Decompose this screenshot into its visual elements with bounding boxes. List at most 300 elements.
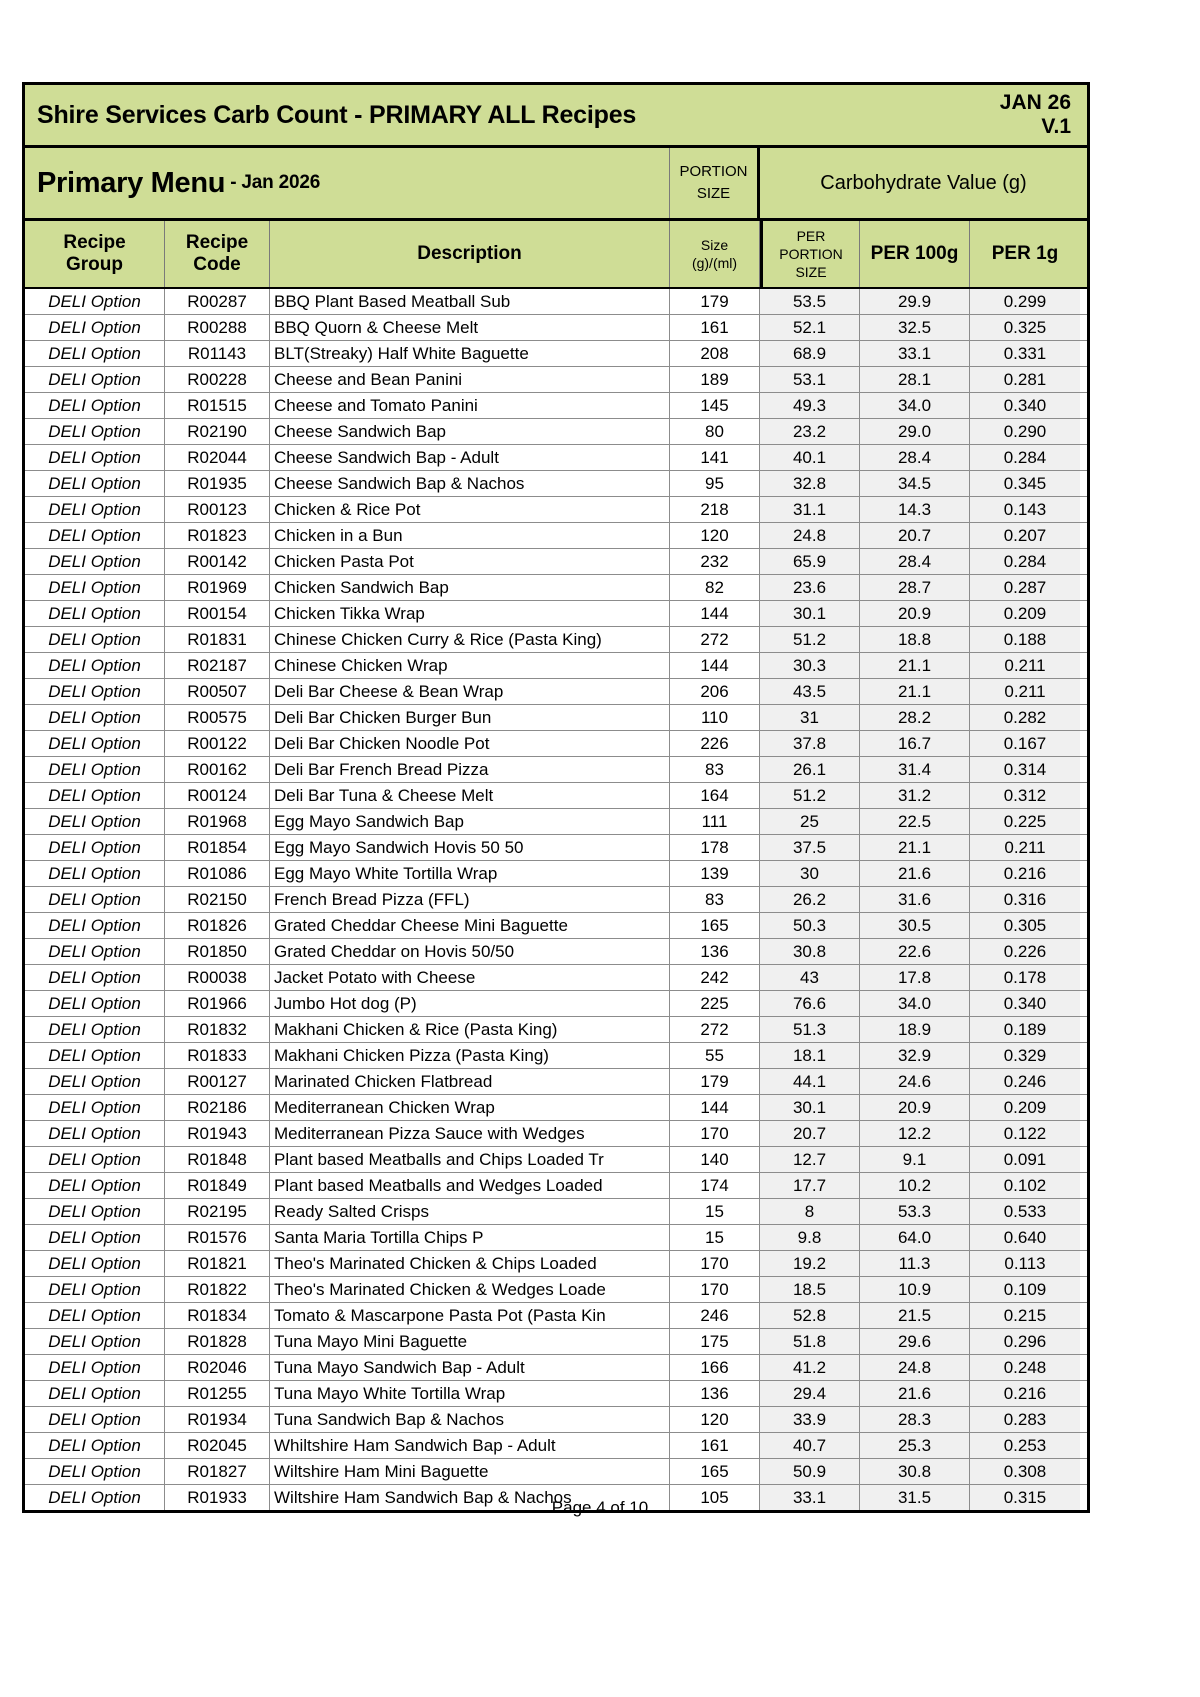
cell-size: 165 [670,1459,760,1484]
table-row [25,965,1087,991]
cell-per-100g: 21.1 [860,679,970,704]
description-text: Tomato & Mascarpone Pasta Pot (Pasta Kin [274,1305,606,1325]
cell-per-100g: 16.7 [860,731,970,756]
cell-recipe-code: R02190 [165,419,270,444]
cell-per-portion-size: 23.2 [760,419,860,444]
description-text: Whiltshire Ham Sandwich Bap - Adult [274,1435,556,1455]
cell-per-1g: 0.215 [970,1303,1080,1328]
cell-recipe-group: DELI Option [25,523,165,548]
table-row [25,315,1087,341]
cell-recipe-group: DELI Option [25,939,165,964]
description-text: Wiltshire Ham Sandwich Bap & Nachos [274,1487,572,1507]
cell-recipe-code: R01969 [165,575,270,600]
description-text: Chicken Sandwich Bap [274,577,449,597]
cell-per-portion-size: 12.7 [760,1147,860,1172]
cell-per-portion-size: 20.7 [760,1121,860,1146]
table-row [25,991,1087,1017]
table-row [25,497,1087,523]
cell-per-1g: 0.331 [970,341,1080,366]
cell-description [270,419,670,444]
description-text: Deli Bar Cheese & Bean Wrap [274,681,504,701]
cell-per-portion-size: 51.3 [760,1017,860,1042]
description-text: Chicken Pasta Pot [274,551,414,571]
header-line-1: Size [700,236,729,253]
cell-size: 140 [670,1147,760,1172]
cell-size: 80 [670,419,760,444]
cell-recipe-code: R01831 [165,627,270,652]
cell-size: 179 [670,1069,760,1094]
cell-recipe-group: DELI Option [25,1225,165,1250]
cell-recipe-code: R01086 [165,861,270,886]
cell-per-100g: 31.6 [860,887,970,912]
cell-description [270,653,670,678]
table-row [25,393,1087,419]
cell-per-1g: 0.225 [970,809,1080,834]
cell-per-portion-size: 49.3 [760,393,860,418]
cell-size: 161 [670,1433,760,1458]
cell-description [270,731,670,756]
menu-title-cell [25,148,670,218]
cell-per-portion-size: 53.1 [760,367,860,392]
cell-size: 246 [670,1303,760,1328]
cell-recipe-group: DELI Option [25,1459,165,1484]
cell-per-100g: 29.9 [860,289,970,314]
cell-per-1g: 0.253 [970,1433,1080,1458]
cell-recipe-group: DELI Option [25,1095,165,1120]
cell-size: 144 [670,653,760,678]
cell-recipe-code: R01854 [165,835,270,860]
cell-per-100g: 31.5 [860,1485,970,1510]
cell-per-1g: 0.216 [970,861,1080,886]
cell-size: 82 [670,575,760,600]
description-text: Deli Bar French Bread Pizza [274,759,489,779]
cell-per-1g: 0.109 [970,1277,1080,1302]
cell-recipe-code: R01576 [165,1225,270,1250]
description-text: Theo's Marinated Chicken & Chips Loaded [274,1253,597,1273]
table-row [25,523,1087,549]
cell-description [270,549,670,574]
cell-recipe-group: DELI Option [25,497,165,522]
cell-recipe-code: R00288 [165,315,270,340]
cell-description [270,1433,670,1458]
table-row [25,679,1087,705]
description-text: Ready Salted Crisps [274,1201,429,1221]
recipe-rows [25,289,1087,1510]
cell-recipe-group: DELI Option [25,367,165,392]
description-text: Tuna Mayo Sandwich Bap - Adult [274,1357,525,1377]
cell-description [270,289,670,314]
cell-per-1g: 0.340 [970,991,1080,1016]
cell-description [270,445,670,470]
carb-count-table [22,82,1090,1513]
cell-per-100g: 30.8 [860,1459,970,1484]
cell-per-1g: 0.211 [970,679,1080,704]
cell-recipe-group: DELI Option [25,341,165,366]
cell-recipe-group: DELI Option [25,393,165,418]
cell-description [270,757,670,782]
cell-per-portion-size: 30.1 [760,1095,860,1120]
cell-size: 175 [670,1329,760,1354]
cell-per-100g: 17.8 [860,965,970,990]
cell-per-100g: 21.5 [860,1303,970,1328]
description-text: Theo's Marinated Chicken & Wedges Loade [274,1279,606,1299]
cell-description [270,315,670,340]
cell-size: 170 [670,1121,760,1146]
description-text: Makhani Chicken & Rice (Pasta King) [274,1019,558,1039]
cell-per-100g: 20.7 [860,523,970,548]
cell-per-portion-size: 26.1 [760,757,860,782]
description-text: Makhani Chicken Pizza (Pasta King) [274,1045,549,1065]
cell-recipe-code: R00038 [165,965,270,990]
cell-per-100g: 32.5 [860,315,970,340]
cell-per-1g: 0.207 [970,523,1080,548]
cell-per-100g: 10.2 [860,1173,970,1198]
version-date: JAN 26 [999,91,1071,115]
cell-recipe-group: DELI Option [25,445,165,470]
description-text: Tuna Mayo White Tortilla Wrap [274,1383,506,1403]
cell-per-1g: 0.283 [970,1407,1080,1432]
cell-recipe-group: DELI Option [25,783,165,808]
cell-recipe-code: R00287 [165,289,270,314]
table-row [25,1329,1087,1355]
cell-per-1g: 0.189 [970,1017,1080,1042]
cell-size: 145 [670,393,760,418]
cell-per-100g: 28.4 [860,445,970,470]
cell-per-portion-size: 30.1 [760,601,860,626]
description-text: Wiltshire Ham Mini Baguette [274,1461,489,1481]
header-line-1: Recipe [63,231,126,253]
header-line-1: Recipe [185,231,249,253]
cell-per-1g: 0.284 [970,445,1080,470]
cell-per-portion-size: 51.2 [760,783,860,808]
cell-recipe-code: R02044 [165,445,270,470]
cell-recipe-code: R01848 [165,1147,270,1172]
cell-size: 15 [670,1199,760,1224]
cell-recipe-code: R00162 [165,757,270,782]
cell-per-100g: 24.6 [860,1069,970,1094]
cell-per-100g: 18.8 [860,627,970,652]
table-row [25,1017,1087,1043]
description-text: Chicken Tikka Wrap [274,603,425,623]
cell-recipe-code: R01822 [165,1277,270,1302]
cell-per-1g: 0.102 [970,1173,1080,1198]
cell-recipe-group: DELI Option [25,965,165,990]
cell-per-100g: 28.1 [860,367,970,392]
cell-per-1g: 0.211 [970,835,1080,860]
cell-size: 272 [670,627,760,652]
cell-description [270,367,670,392]
cell-size: 166 [670,1355,760,1380]
cell-per-portion-size: 31 [760,705,860,730]
cell-description [270,887,670,912]
table-row [25,289,1087,315]
cell-per-portion-size: 37.5 [760,835,860,860]
cell-per-1g: 0.312 [970,783,1080,808]
description-text: Marinated Chicken Flatbread [274,1071,493,1091]
description-text: Cheese Sandwich Bap & Nachos [274,473,525,493]
cell-size: 105 [670,1485,760,1510]
cell-per-1g: 0.290 [970,419,1080,444]
cell-per-100g: 21.1 [860,835,970,860]
cell-per-portion-size: 68.9 [760,341,860,366]
cell-description [270,1329,670,1354]
cell-size: 110 [670,705,760,730]
header-line-1: PER 1g [991,242,1059,264]
cell-per-portion-size: 30.8 [760,939,860,964]
cell-per-1g: 0.178 [970,965,1080,990]
cell-per-1g: 0.305 [970,913,1080,938]
table-row [25,1303,1087,1329]
cell-per-100g: 31.4 [860,757,970,782]
cell-per-100g: 53.3 [860,1199,970,1224]
cell-recipe-code: R01515 [165,393,270,418]
cell-per-1g: 0.113 [970,1251,1080,1276]
cell-size: 225 [670,991,760,1016]
cell-recipe-code: R01933 [165,1485,270,1510]
cell-size: 179 [670,289,760,314]
cell-recipe-code: R01943 [165,1121,270,1146]
cell-description [270,1121,670,1146]
cell-per-portion-size: 17.7 [760,1173,860,1198]
cell-per-100g: 12.2 [860,1121,970,1146]
description-text: Jumbo Hot dog (P) [274,993,417,1013]
cell-recipe-group: DELI Option [25,471,165,496]
cell-description [270,1277,670,1302]
cell-per-portion-size: 40.1 [760,445,860,470]
cell-description [270,835,670,860]
cell-description [270,1095,670,1120]
description-text: Chicken in a Bun [274,525,403,545]
cell-description [270,393,670,418]
table-row [25,341,1087,367]
header-line-1: PER 100g [870,242,959,264]
description-text: Mediterranean Chicken Wrap [274,1097,495,1117]
version-number: V.1 [1041,115,1071,138]
cell-per-1g: 0.284 [970,549,1080,574]
cell-recipe-group: DELI Option [25,731,165,756]
cell-description [270,1147,670,1172]
cell-description [270,601,670,626]
cell-size: 120 [670,1407,760,1432]
cell-recipe-code: R02046 [165,1355,270,1380]
column-header-per-100g [860,221,970,287]
description-text: Chinese Chicken Wrap [274,655,448,675]
table-row [25,367,1087,393]
cell-description [270,939,670,964]
cell-per-1g: 0.143 [970,497,1080,522]
cell-per-portion-size: 18.1 [760,1043,860,1068]
cell-recipe-group: DELI Option [25,627,165,652]
cell-recipe-code: R01821 [165,1251,270,1276]
cell-per-100g: 34.0 [860,393,970,418]
column-header-row [25,221,1087,289]
cell-size: 144 [670,601,760,626]
cell-description [270,965,670,990]
cell-per-portion-size: 50.9 [760,1459,860,1484]
table-row [25,1459,1087,1485]
description-text: Cheese and Tomato Panini [274,395,478,415]
cell-per-portion-size: 18.5 [760,1277,860,1302]
cell-per-100g: 32.9 [860,1043,970,1068]
cell-recipe-group: DELI Option [25,991,165,1016]
cell-size: 189 [670,367,760,392]
cell-per-1g: 0.091 [970,1147,1080,1172]
table-row [25,1225,1087,1251]
cell-recipe-code: R01934 [165,1407,270,1432]
cell-recipe-group: DELI Option [25,705,165,730]
cell-recipe-code: R00123 [165,497,270,522]
column-header-per-1g [970,221,1080,287]
cell-per-100g: 21.1 [860,653,970,678]
cell-size: 272 [670,1017,760,1042]
cell-recipe-code: R01850 [165,939,270,964]
table-row [25,549,1087,575]
column-header-recipe-code [165,221,270,287]
cell-recipe-code: R02195 [165,1199,270,1224]
cell-per-portion-size: 52.1 [760,315,860,340]
cell-size: 226 [670,731,760,756]
cell-recipe-group: DELI Option [25,757,165,782]
cell-size: 83 [670,887,760,912]
cell-per-100g: 21.6 [860,861,970,886]
cell-size: 141 [670,445,760,470]
cell-per-100g: 20.9 [860,601,970,626]
description-text: BBQ Quorn & Cheese Melt [274,317,479,337]
cell-size: 136 [670,939,760,964]
table-row [25,757,1087,783]
cell-per-1g: 0.299 [970,289,1080,314]
cell-size: 15 [670,1225,760,1250]
cell-recipe-group: DELI Option [25,1147,165,1172]
table-row [25,1433,1087,1459]
cell-description [270,1017,670,1042]
cell-recipe-code: R02187 [165,653,270,678]
cell-description [270,341,670,366]
cell-per-portion-size: 37.8 [760,731,860,756]
carbohydrate-group-header: Carbohydrate Value (g) [820,171,1027,194]
cell-size: 206 [670,679,760,704]
cell-per-portion-size: 29.4 [760,1381,860,1406]
cell-per-portion-size: 52.8 [760,1303,860,1328]
cell-recipe-group: DELI Option [25,1121,165,1146]
cell-per-1g: 0.216 [970,1381,1080,1406]
table-row [25,861,1087,887]
cell-per-1g: 0.340 [970,393,1080,418]
portion-size-label-line1: PORTION [679,163,748,181]
cell-size: 178 [670,835,760,860]
cell-per-portion-size: 31.1 [760,497,860,522]
menu-title: Primary Menu [37,166,226,199]
cell-size: 161 [670,315,760,340]
cell-description [270,913,670,938]
table-row [25,705,1087,731]
cell-size: 242 [670,965,760,990]
cell-per-1g: 0.122 [970,1121,1080,1146]
cell-per-100g: 31.2 [860,783,970,808]
description-text: BBQ Plant Based Meatball Sub [274,291,511,311]
cell-per-100g: 14.3 [860,497,970,522]
cell-recipe-code: R02186 [165,1095,270,1120]
cell-recipe-code: R00228 [165,367,270,392]
cell-recipe-code: R01828 [165,1329,270,1354]
cell-recipe-code: R00575 [165,705,270,730]
cell-per-100g: 20.9 [860,1095,970,1120]
cell-description [270,471,670,496]
table-row [25,1043,1087,1069]
table-row [25,1381,1087,1407]
header-line-1: PER [796,227,826,244]
table-row [25,471,1087,497]
cell-size: 55 [670,1043,760,1068]
cell-size: 218 [670,497,760,522]
description-text: Cheese and Bean Panini [274,369,463,389]
cell-size: 165 [670,913,760,938]
table-row [25,1407,1087,1433]
table-row [25,1355,1087,1381]
cell-recipe-code: R00142 [165,549,270,574]
cell-recipe-group: DELI Option [25,1043,165,1068]
cell-per-portion-size: 40.7 [760,1433,860,1458]
description-text: Grated Cheddar Cheese Mini Baguette [274,915,568,935]
cell-per-100g: 10.9 [860,1277,970,1302]
description-text: Santa Maria Tortilla Chips P [274,1227,484,1247]
cell-per-portion-size: 51.2 [760,627,860,652]
cell-recipe-code: R00124 [165,783,270,808]
cell-per-1g: 0.211 [970,653,1080,678]
cell-recipe-group: DELI Option [25,835,165,860]
cell-description [270,1225,670,1250]
description-text: Chicken & Rice Pot [274,499,421,519]
header-line-2: Code [193,254,241,275]
cell-description [270,1043,670,1068]
cell-recipe-code: R01935 [165,471,270,496]
description-text: Deli Bar Tuna & Cheese Melt [274,785,494,805]
cell-per-1g: 0.315 [970,1485,1080,1510]
cell-per-1g: 0.316 [970,887,1080,912]
cell-per-1g: 0.329 [970,1043,1080,1068]
cell-recipe-group: DELI Option [25,1199,165,1224]
cell-per-portion-size: 51.8 [760,1329,860,1354]
description-text: Plant based Meatballs and Wedges Loaded [274,1175,603,1195]
cell-per-1g: 0.533 [970,1199,1080,1224]
cell-description [270,1407,670,1432]
cell-per-portion-size: 9.8 [760,1225,860,1250]
description-text: Plant based Meatballs and Chips Loaded Tr [274,1149,604,1169]
cell-description [270,497,670,522]
cell-recipe-group: DELI Option [25,1173,165,1198]
cell-recipe-code: R01826 [165,913,270,938]
cell-recipe-group: DELI Option [25,549,165,574]
cell-per-1g: 0.209 [970,601,1080,626]
menu-subtitle: - Jan 2026 [230,172,321,193]
cell-per-portion-size: 43 [760,965,860,990]
cell-recipe-code: R01832 [165,1017,270,1042]
header-line-2: Group [66,254,123,275]
cell-recipe-group: DELI Option [25,679,165,704]
cell-per-1g: 0.345 [970,471,1080,496]
table-row [25,887,1087,913]
table-row [25,601,1087,627]
description-text: Egg Mayo White Tortilla Wrap [274,863,498,883]
cell-description [270,1381,670,1406]
description-text: Egg Mayo Sandwich Hovis 50 50 [274,837,524,857]
description-text: Mediterranean Pizza Sauce with Wedges [274,1123,585,1143]
document-title: Shire Services Carb Count - PRIMARY ALL Recipes [37,100,637,129]
cell-per-1g: 0.640 [970,1225,1080,1250]
column-header-size [670,221,760,287]
cell-description [270,679,670,704]
header-line-1: Description [417,242,522,264]
